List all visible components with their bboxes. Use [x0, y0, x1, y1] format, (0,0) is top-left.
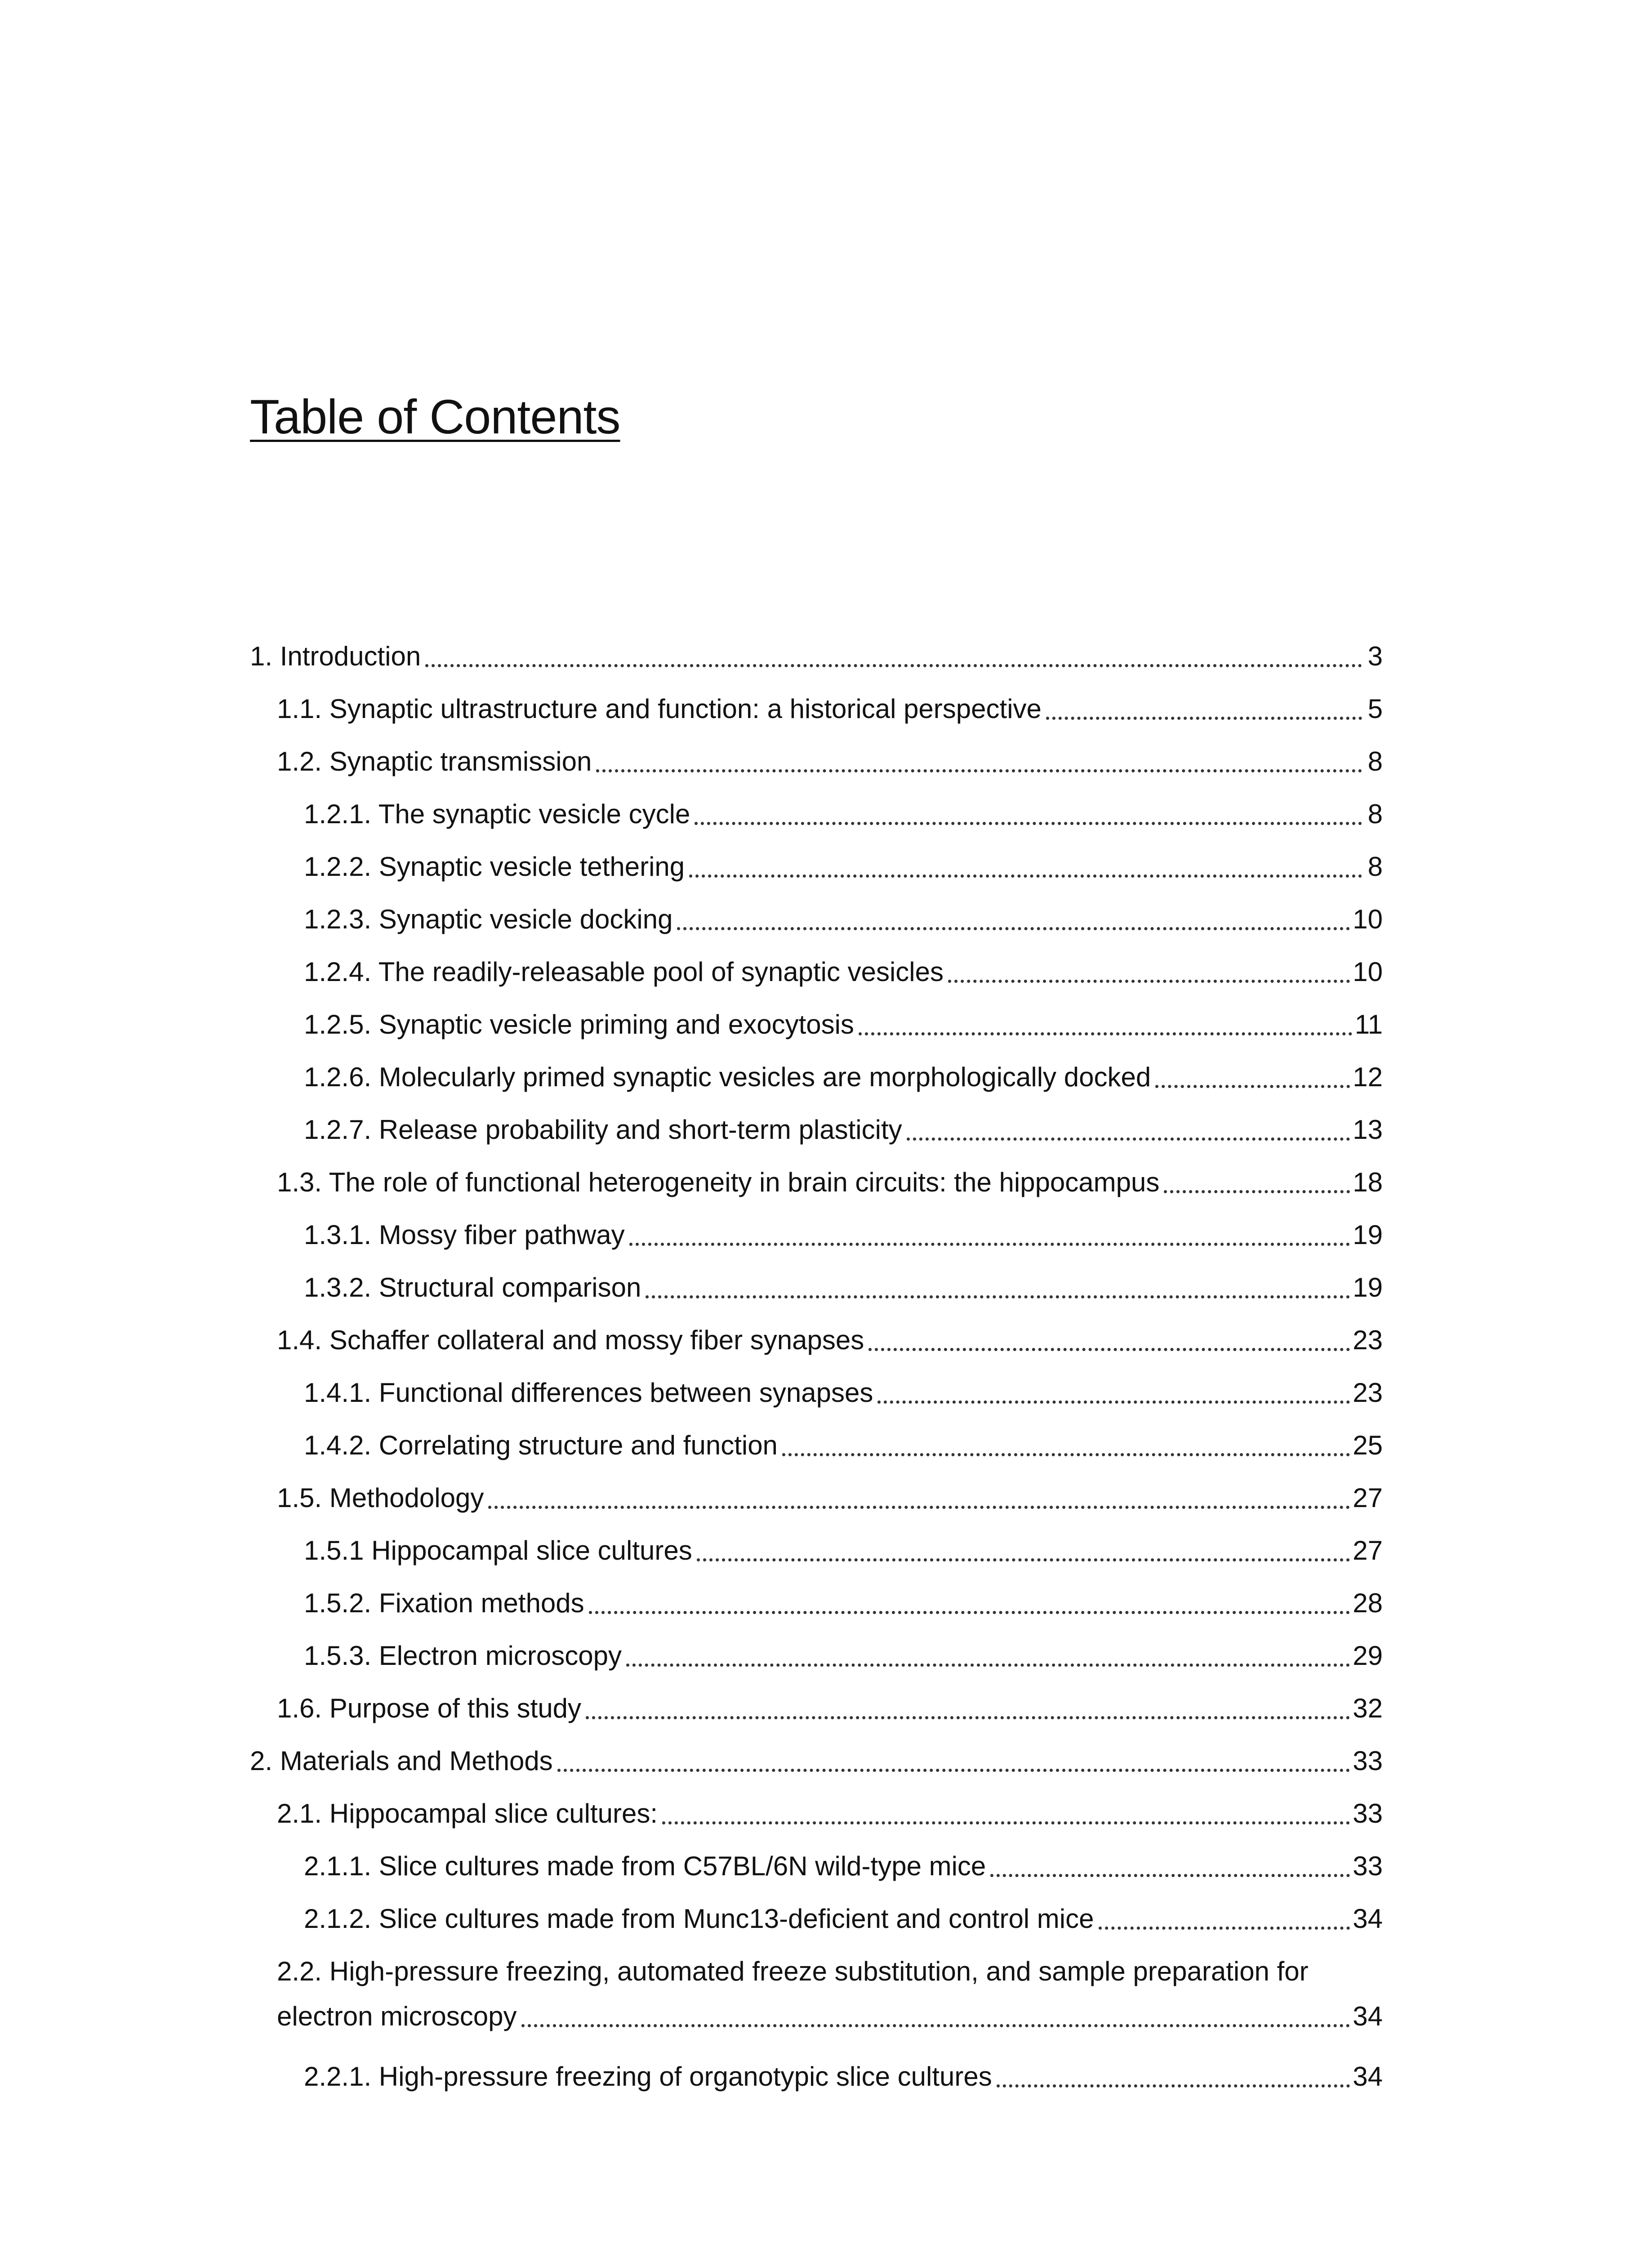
toc-entry[interactable] — [304, 1576, 1383, 1621]
dot-leader — [868, 1322, 1350, 1358]
toc-entry-page: 11 — [1354, 1009, 1383, 1039]
toc-entry-title: 1.6. Purpose of this study — [277, 1693, 582, 1723]
dot-leader — [589, 1585, 1350, 1621]
toc-entry-page: 13 — [1353, 1115, 1383, 1145]
page-title: Table of Contents — [250, 389, 620, 444]
toc-entry-title: 1.2.6. Molecularly primed synaptic vesicles are morphologically docked — [304, 1062, 1151, 1092]
toc-entry[interactable] — [304, 1366, 1383, 1411]
toc-entry[interactable] — [304, 787, 1383, 832]
toc-entry-title: 1.4. Schaffer collateral and mossy fiber synapses — [277, 1325, 864, 1355]
toc-entry-page: 8 — [1367, 852, 1383, 882]
toc-entry-title: 1.2.7. Release probability and short-term plasticity — [304, 1115, 902, 1145]
toc-entry[interactable] — [304, 945, 1383, 990]
toc-entry-page: 3 — [1367, 641, 1383, 671]
toc-entry-title: 1.4.2. Correlating structure and function — [304, 1430, 778, 1460]
toc-entry-title: 1.2.5. Synaptic vesicle priming and exocytosis — [304, 1009, 854, 1039]
toc-entry-title: 2.2. High-pressure freezing, automated freeze substitution, and sample preparation for — [277, 1956, 1309, 1986]
toc-entry-page: 10 — [1353, 957, 1383, 987]
toc-entry-page: 28 — [1353, 1588, 1383, 1618]
toc-entry[interactable] — [250, 1734, 1383, 1779]
toc-entry-title: 2.1.2. Slice cultures made from Munc13-deficient and control mice — [304, 1904, 1094, 1934]
toc-entry[interactable] — [304, 998, 1383, 1043]
dot-leader — [629, 1217, 1350, 1253]
dot-leader — [697, 1533, 1350, 1569]
toc-entry[interactable] — [277, 1787, 1383, 1832]
dot-leader — [1046, 691, 1362, 727]
dot-leader — [662, 1796, 1350, 1832]
toc-entry-title: 1.2.1. The synaptic vesicle cycle — [304, 799, 690, 829]
toc-entry[interactable] — [277, 1682, 1383, 1726]
dot-leader — [695, 796, 1362, 832]
toc-entry-page: 32 — [1353, 1693, 1383, 1723]
toc-entry-page: 27 — [1353, 1483, 1383, 1513]
toc-entry-title: 2.1. Hippocampal slice cultures: — [277, 1798, 658, 1829]
toc-entry-title: 1.1. Synaptic ultrastructure and function: a historical perspective — [277, 694, 1042, 724]
dot-leader — [997, 2059, 1350, 2095]
toc-entry-page: 25 — [1353, 1430, 1383, 1460]
toc-entry[interactable] — [304, 1103, 1383, 1148]
dot-leader — [907, 1112, 1350, 1148]
dot-leader — [689, 849, 1362, 885]
dot-leader — [948, 954, 1350, 990]
dot-leader — [1099, 1901, 1350, 1937]
dot-leader — [1164, 1164, 1350, 1200]
toc-entry-title-continued: electron microscopy — [277, 2001, 517, 2031]
toc-entry-page: 34 — [1353, 2001, 1383, 2031]
toc-entry-page: 19 — [1353, 1272, 1383, 1302]
toc-entry-title: 2.2.1. High-pressure freezing of organotypic slice cultures — [304, 2061, 992, 2092]
toc-entry[interactable] — [304, 2050, 1383, 2095]
toc-entry[interactable] — [304, 840, 1383, 885]
dot-leader — [521, 1998, 1350, 2034]
toc-entry-title: 1. Introduction — [250, 641, 421, 671]
toc-entry-title: 1.4.1. Functional differences between synapses — [304, 1378, 873, 1408]
toc-entry-page: 12 — [1353, 1062, 1383, 1092]
toc-entry-title: 1.2.4. The readily-releasable pool of synaptic vesicles — [304, 957, 944, 987]
dot-leader — [586, 1690, 1350, 1726]
toc-entry-page: 29 — [1353, 1641, 1383, 1671]
toc-entry-title: 1.5.1 Hippocampal slice cultures — [304, 1535, 692, 1566]
toc-entry-page: 23 — [1353, 1378, 1383, 1408]
toc-entry-title: 1.5.2. Fixation methods — [304, 1588, 584, 1618]
toc-entry[interactable] — [277, 1155, 1383, 1200]
toc-entry[interactable] — [304, 1629, 1383, 1674]
toc-entry[interactable] — [277, 735, 1383, 780]
dot-leader — [425, 638, 1362, 674]
toc-entry-title: 1.5.3. Electron microscopy — [304, 1641, 622, 1671]
toc-entry[interactable] — [304, 892, 1383, 937]
toc-entry-page: 33 — [1353, 1746, 1383, 1776]
toc-entry-page: 33 — [1353, 1798, 1383, 1829]
toc-entry-page: 27 — [1353, 1535, 1383, 1566]
toc-entry[interactable] — [277, 1471, 1383, 1516]
dot-leader — [1155, 1059, 1350, 1095]
toc-entry[interactable] — [304, 1050, 1383, 1095]
toc-entry-page: 23 — [1353, 1325, 1383, 1355]
toc-entry-page: 33 — [1353, 1851, 1383, 1881]
toc-entry[interactable] — [277, 1313, 1383, 1358]
toc-entry-page: 18 — [1353, 1167, 1383, 1197]
dot-leader — [782, 1427, 1350, 1463]
toc-entry[interactable] — [304, 1839, 1383, 1884]
toc-entry[interactable] — [304, 1208, 1383, 1253]
dot-leader — [877, 1375, 1350, 1411]
toc-entry-page: 34 — [1353, 2061, 1383, 2092]
toc-entry-page: 34 — [1353, 1904, 1383, 1934]
dot-leader — [596, 744, 1362, 780]
dot-leader — [488, 1480, 1350, 1516]
toc-entry-page: 19 — [1353, 1220, 1383, 1250]
dot-leader — [859, 1007, 1352, 1043]
toc-entry-page: 10 — [1353, 904, 1383, 934]
toc-entry[interactable] — [304, 1261, 1383, 1306]
dot-leader — [557, 1743, 1350, 1779]
toc-entry[interactable] — [277, 682, 1383, 727]
toc-entry-title: 2. Materials and Methods — [250, 1746, 553, 1776]
toc-entry[interactable] — [304, 1524, 1383, 1569]
toc-entry-title: 1.2.2. Synaptic vesicle tethering — [304, 852, 685, 882]
dot-leader — [646, 1270, 1350, 1306]
toc-entry[interactable] — [277, 1945, 1383, 2034]
toc-entry-title: 1.2. Synaptic transmission — [277, 746, 592, 776]
dot-leader — [990, 1848, 1350, 1884]
toc-entry-title: 1.2.3. Synaptic vesicle docking — [304, 904, 673, 934]
toc-entry[interactable] — [250, 629, 1383, 674]
toc-entry-page: 8 — [1367, 799, 1383, 829]
toc-entry-title: 1.3.1. Mossy fiber pathway — [304, 1220, 625, 1250]
toc-entry-title: 1.3. The role of functional heterogeneity in brain circuits: the hippocampus — [277, 1167, 1160, 1197]
toc-entry[interactable] — [304, 1892, 1383, 1937]
toc-entry-title: 1.3.2. Structural comparison — [304, 1272, 641, 1302]
dot-leader — [677, 901, 1350, 937]
toc-entry-page: 5 — [1367, 694, 1383, 724]
toc-entry[interactable] — [304, 1418, 1383, 1463]
dot-leader — [626, 1638, 1350, 1674]
toc-entry-page: 8 — [1367, 746, 1383, 776]
toc-entry-title: 2.1.1. Slice cultures made from C57BL/6N wild-type mice — [304, 1851, 986, 1881]
toc-entry-title: 1.5. Methodology — [277, 1483, 484, 1513]
